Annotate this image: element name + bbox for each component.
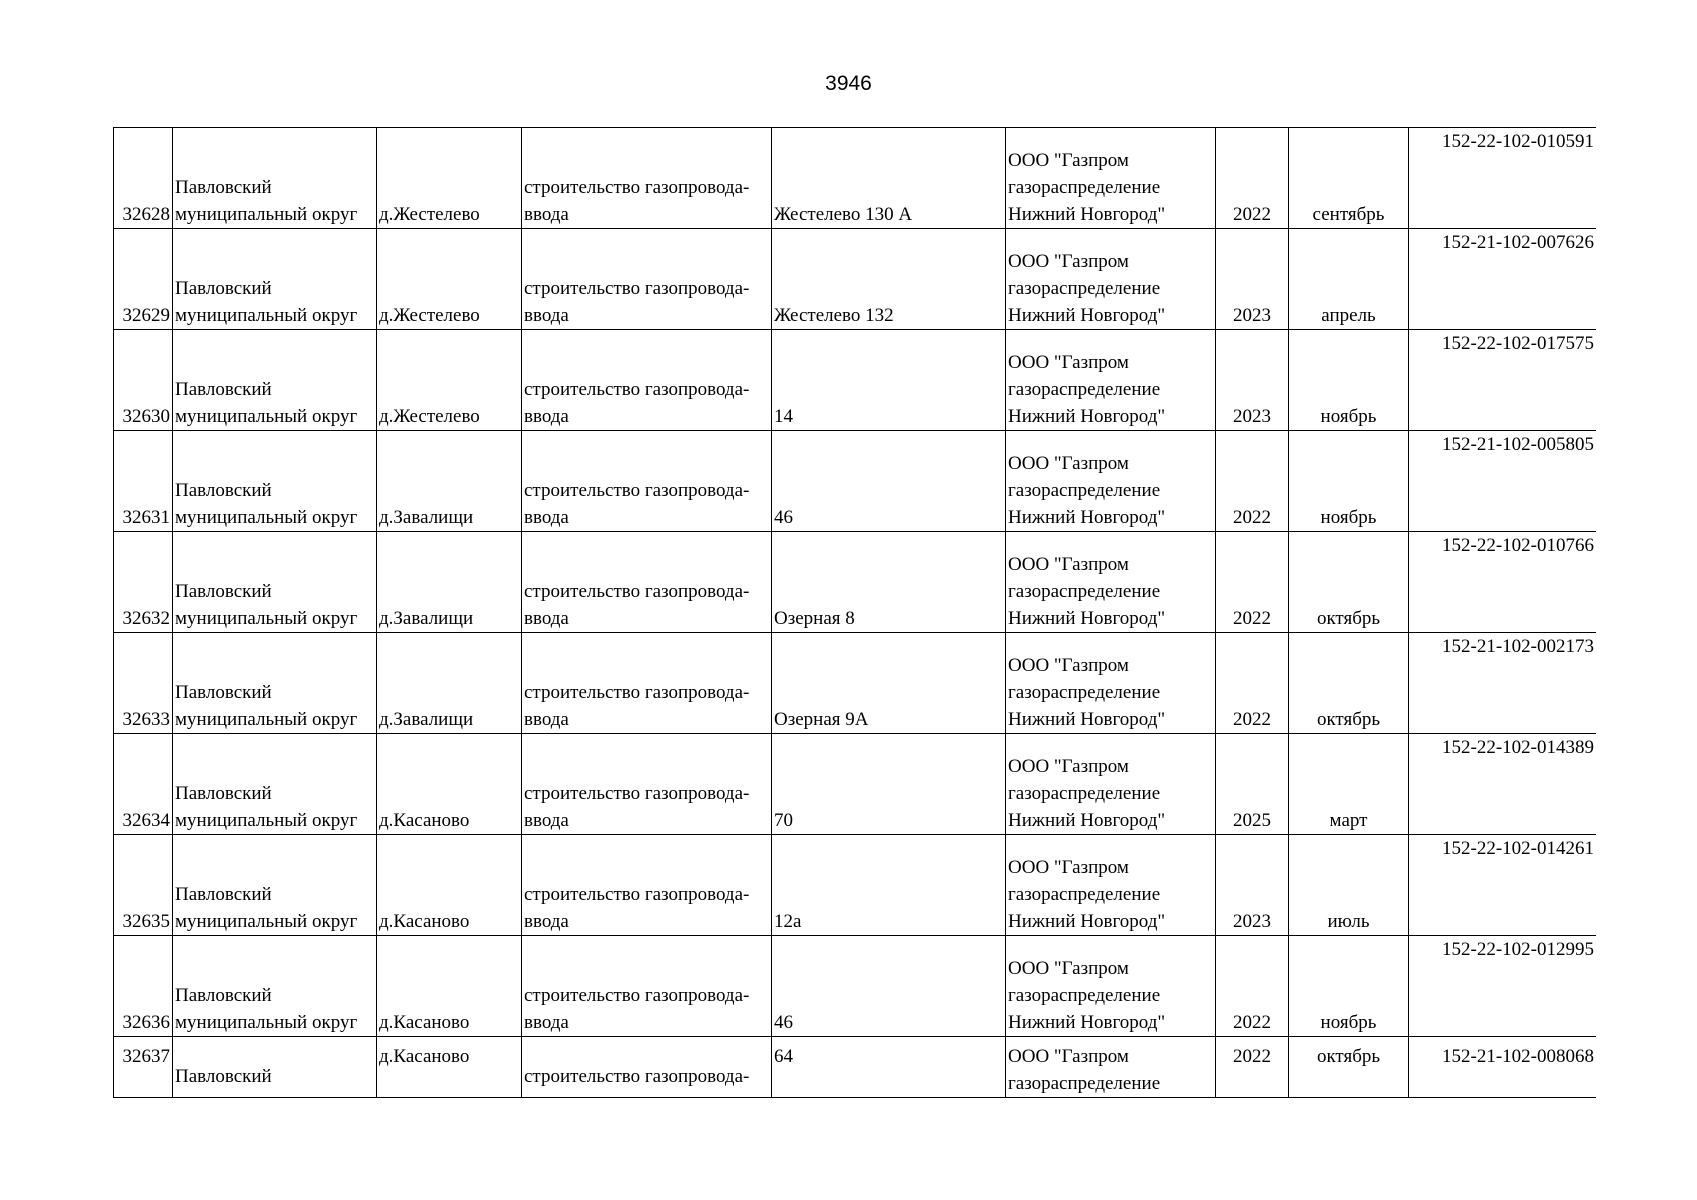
page-number: 3946 xyxy=(825,72,872,95)
village-cell: д.Касаново xyxy=(377,936,522,1037)
work-type-cell xyxy=(522,936,772,1037)
work-type-cell xyxy=(522,1037,772,1098)
district-cell-line: Павловский xyxy=(175,682,272,703)
organization-cell-line: ООО "Газпром xyxy=(1008,857,1129,878)
district-cell-line: муниципальный округ xyxy=(175,406,358,427)
district-cell-line: Павловский xyxy=(175,581,272,602)
organization-cell-line: газораспределение xyxy=(1008,985,1161,1006)
work-type-cell-line: ввода xyxy=(524,305,569,326)
address-cell: Жестелево 130 А xyxy=(772,128,1006,229)
district-cell xyxy=(173,633,377,734)
address-cell: 46 xyxy=(772,936,1006,1037)
work-type-cell xyxy=(522,734,772,835)
row-number-cell: 32637 xyxy=(114,1037,173,1098)
code-cell: 152-21-102-008068 xyxy=(1409,1037,1597,1098)
organization-cell-line: Нижний Новгород" xyxy=(1008,1012,1166,1033)
organization-cell-line: ООО "Газпром xyxy=(1008,352,1129,373)
month-cell: март xyxy=(1289,734,1409,835)
year-cell: 2022 xyxy=(1216,128,1289,229)
district-cell-line: Павловский xyxy=(175,177,272,198)
organization-cell xyxy=(1006,532,1216,633)
row-number-cell: 32634 xyxy=(114,734,173,835)
month-cell: июль xyxy=(1289,835,1409,936)
work-type-cell-line: ввода xyxy=(524,1012,569,1033)
organization-cell-line: газораспределение xyxy=(1008,379,1161,400)
address-cell: Озерная 9А xyxy=(772,633,1006,734)
address-cell: 14 xyxy=(772,330,1006,431)
organization-cell xyxy=(1006,734,1216,835)
month-cell: ноябрь xyxy=(1289,431,1409,532)
table-row xyxy=(114,431,1597,532)
work-type-cell-line: строительство газопровода- xyxy=(524,278,750,299)
work-type-cell xyxy=(522,229,772,330)
organization-cell xyxy=(1006,128,1216,229)
work-type-cell xyxy=(522,835,772,936)
row-number-cell: 32628 xyxy=(114,128,173,229)
table-row xyxy=(114,633,1597,734)
district-cell xyxy=(173,431,377,532)
district-cell xyxy=(173,1037,377,1098)
table-row xyxy=(114,229,1597,330)
district-cell xyxy=(173,229,377,330)
code-cell: 152-22-102-010591 xyxy=(1409,128,1597,229)
address-cell: 46 xyxy=(772,431,1006,532)
work-type-cell-line: ввода xyxy=(524,204,569,225)
table-row xyxy=(114,734,1597,835)
organization-cell-line: ООО "Газпром xyxy=(1008,251,1129,272)
organization-cell-line: ООО "Газпром xyxy=(1008,150,1129,171)
row-number-cell: 32629 xyxy=(114,229,173,330)
work-type-cell-line: ввода xyxy=(524,911,569,932)
code-cell: 152-21-102-007626 xyxy=(1409,229,1597,330)
village-cell: д.Касаново xyxy=(377,734,522,835)
month-cell: апрель xyxy=(1289,229,1409,330)
village-cell: д.Жестелево xyxy=(377,128,522,229)
address-cell: 12а xyxy=(772,835,1006,936)
organization-cell-line: ООО "Газпром xyxy=(1008,554,1129,575)
year-cell: 2023 xyxy=(1216,330,1289,431)
row-number-cell: 32635 xyxy=(114,835,173,936)
document-sheet xyxy=(113,127,1596,1113)
code-cell: 152-21-102-002173 xyxy=(1409,633,1597,734)
year-cell: 2022 xyxy=(1216,532,1289,633)
organization-cell-line: Нижний Новгород" xyxy=(1008,204,1166,225)
table-body xyxy=(114,128,1597,1098)
district-cell-line: Павловский xyxy=(175,379,272,400)
district-cell xyxy=(173,128,377,229)
month-cell: сентябрь xyxy=(1289,128,1409,229)
work-type-cell-line: ввода xyxy=(524,810,569,831)
year-cell: 2022 xyxy=(1216,431,1289,532)
district-cell-line: муниципальный округ xyxy=(175,305,358,326)
organization-cell xyxy=(1006,229,1216,330)
district-cell xyxy=(173,532,377,633)
village-cell: д.Завалищи xyxy=(377,431,522,532)
work-type-cell-line: ввода xyxy=(524,406,569,427)
work-type-cell-line: строительство газопровода- xyxy=(524,581,750,602)
district-cell-line: муниципальный округ xyxy=(175,608,358,629)
month-cell: октябрь xyxy=(1289,1037,1409,1098)
district-cell xyxy=(173,330,377,431)
district-cell-line: муниципальный округ xyxy=(175,709,358,730)
work-type-cell-line: ввода xyxy=(524,709,569,730)
code-cell: 152-22-102-017575 xyxy=(1409,330,1597,431)
table-row xyxy=(114,835,1597,936)
district-cell-line: Павловский xyxy=(175,884,272,905)
month-cell: ноябрь xyxy=(1289,330,1409,431)
organization-cell-line: ООО "Газпром xyxy=(1008,655,1129,676)
month-cell: октябрь xyxy=(1289,633,1409,734)
year-cell: 2022 xyxy=(1216,936,1289,1037)
table-row xyxy=(114,936,1597,1037)
gas-pipeline-table xyxy=(113,127,1596,1098)
organization-cell-line: Нижний Новгород" xyxy=(1008,608,1166,629)
district-cell-line: муниципальный округ xyxy=(175,810,358,831)
organization-cell-line: газораспределение xyxy=(1008,884,1161,905)
code-cell: 152-22-102-014389 xyxy=(1409,734,1597,835)
district-cell-line: Павловский xyxy=(175,985,272,1006)
district-cell-line: муниципальный округ xyxy=(175,507,358,528)
district-cell-line: муниципальный округ xyxy=(175,204,358,225)
village-cell: д.Касаново xyxy=(377,835,522,936)
district-cell xyxy=(173,734,377,835)
work-type-cell-line: строительство газопровода- xyxy=(524,682,750,703)
organization-cell-line: Нижний Новгород" xyxy=(1008,709,1166,730)
work-type-cell-line: строительство газопровода- xyxy=(524,884,750,905)
work-type-cell-line: строительство газопровода- xyxy=(524,379,750,400)
organization-cell-line: Нижний Новгород" xyxy=(1008,406,1166,427)
work-type-cell-line: строительство газопровода- xyxy=(524,783,750,804)
organization-cell xyxy=(1006,431,1216,532)
village-cell: д.Касаново xyxy=(377,1037,522,1098)
year-cell: 2023 xyxy=(1216,835,1289,936)
year-cell: 2022 xyxy=(1216,633,1289,734)
organization-cell xyxy=(1006,633,1216,734)
month-cell: октябрь xyxy=(1289,532,1409,633)
table-row xyxy=(114,330,1597,431)
work-type-cell-line: ввода xyxy=(524,507,569,528)
organization-cell-line: Нижний Новгород" xyxy=(1008,507,1166,528)
row-number-cell: 32632 xyxy=(114,532,173,633)
district-cell-line: Павловский xyxy=(175,783,272,804)
code-cell: 152-21-102-005805 xyxy=(1409,431,1597,532)
address-cell: 70 xyxy=(772,734,1006,835)
work-type-cell-line: ввода xyxy=(524,608,569,629)
address-cell: Жестелево 132 xyxy=(772,229,1006,330)
district-cell-line: Павловский xyxy=(175,480,272,501)
work-type-cell xyxy=(522,532,772,633)
organization-cell-line: газораспределение xyxy=(1008,278,1161,299)
code-cell: 152-22-102-010766 xyxy=(1409,532,1597,633)
village-cell: д.Жестелево xyxy=(377,229,522,330)
organization-cell xyxy=(1006,1037,1216,1098)
organization-cell-line: газораспределение xyxy=(1008,1073,1161,1094)
organization-cell xyxy=(1006,330,1216,431)
organization-cell-line: ООО "Газпром xyxy=(1008,756,1129,777)
organization-cell-line: ООО "Газпром xyxy=(1008,958,1129,979)
row-number-cell: 32631 xyxy=(114,431,173,532)
organization-cell-line: газораспределение xyxy=(1008,480,1161,501)
address-cell: Озерная 8 xyxy=(772,532,1006,633)
organization-cell-line: Нижний Новгород" xyxy=(1008,305,1166,326)
work-type-cell-line: строительство газопровода- xyxy=(524,985,750,1006)
organization-cell-line: ООО "Газпром xyxy=(1008,1046,1129,1067)
year-cell: 2022 xyxy=(1216,1037,1289,1098)
organization-cell-line: Нижний Новгород" xyxy=(1008,810,1166,831)
district-cell-line: Павловский xyxy=(175,1066,272,1087)
month-cell: ноябрь xyxy=(1289,936,1409,1037)
organization-cell-line: ООО "Газпром xyxy=(1008,453,1129,474)
organization-cell-line: газораспределение xyxy=(1008,581,1161,602)
work-type-cell-line: строительство газопровода- xyxy=(524,480,750,501)
village-cell: д.Завалищи xyxy=(377,532,522,633)
organization-cell xyxy=(1006,835,1216,936)
code-cell: 152-22-102-012995 xyxy=(1409,936,1597,1037)
organization-cell-line: газораспределение xyxy=(1008,783,1161,804)
organization-cell-line: Нижний Новгород" xyxy=(1008,911,1166,932)
row-number-cell: 32636 xyxy=(114,936,173,1037)
district-cell-line: муниципальный округ xyxy=(175,911,358,932)
year-cell: 2025 xyxy=(1216,734,1289,835)
row-number-cell: 32630 xyxy=(114,330,173,431)
work-type-cell-line: строительство газопровода- xyxy=(524,1066,750,1087)
code-cell: 152-22-102-014261 xyxy=(1409,835,1597,936)
year-cell: 2023 xyxy=(1216,229,1289,330)
work-type-cell xyxy=(522,330,772,431)
row-number-cell: 32633 xyxy=(114,633,173,734)
address-cell: 64 xyxy=(772,1037,1006,1098)
district-cell-line: Павловский xyxy=(175,278,272,299)
work-type-cell xyxy=(522,633,772,734)
organization-cell-line: газораспределение xyxy=(1008,177,1161,198)
organization-cell xyxy=(1006,936,1216,1037)
village-cell: д.Жестелево xyxy=(377,330,522,431)
work-type-cell xyxy=(522,431,772,532)
district-cell xyxy=(173,835,377,936)
village-cell: д.Завалищи xyxy=(377,633,522,734)
district-cell-line: муниципальный округ xyxy=(175,1012,358,1033)
work-type-cell xyxy=(522,128,772,229)
table-row xyxy=(114,532,1597,633)
table-row xyxy=(114,1037,1597,1098)
organization-cell-line: газораспределение xyxy=(1008,682,1161,703)
table-row xyxy=(114,128,1597,229)
work-type-cell-line: строительство газопровода- xyxy=(524,177,750,198)
district-cell xyxy=(173,936,377,1037)
